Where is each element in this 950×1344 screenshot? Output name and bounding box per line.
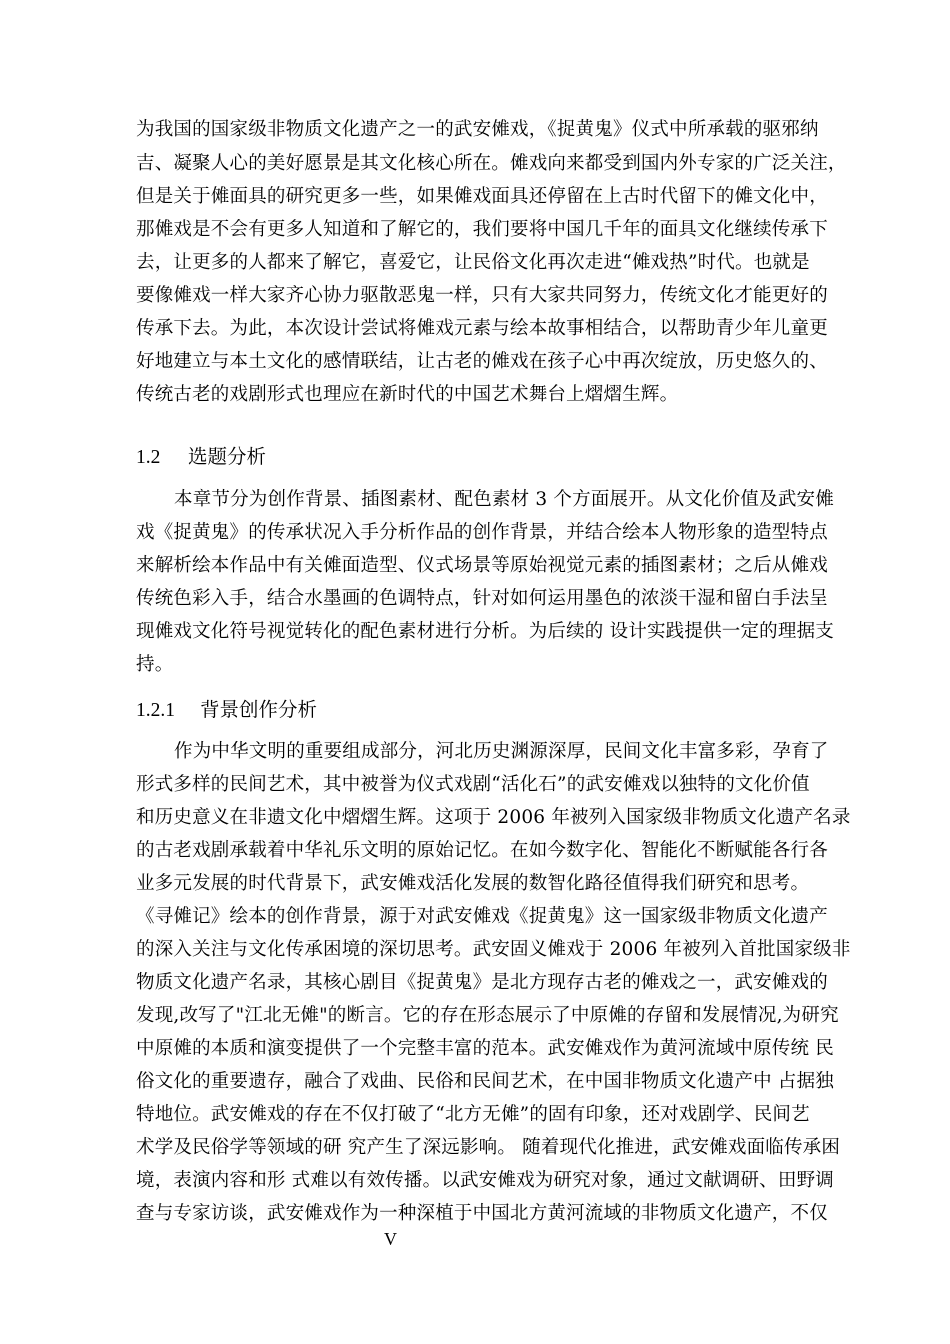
section-heading-1-2 — [136, 444, 266, 471]
section-1-2-1-line: 中原傩的本质和演变提供了一个完整丰富的范本。武安傩戏作为黄河流域中原传统 民 — [136, 1038, 834, 1059]
section-title: 选题分析 — [188, 445, 267, 468]
section-1-2-1-line: 和历史意义在非遗文化中熠熠生辉。这项于 2006 年被列入国家级非物质文化遗产名录 — [136, 807, 851, 828]
section-1-2-line: 戏《捉黄鬼》的传承状况入手分析作品的创作背景，并结合绘本人物形象的造型特点 — [136, 522, 828, 543]
section-1-2-1-line: 业多元发展的时代背景下，武安傩戏活化发展的数智化路径值得我们研究和思考。 — [136, 873, 810, 894]
section-1-2-1-line: 的深入关注与文化传承困境的深切思考。武安固义傩戏于 2006 年被列入首批国家级非 — [136, 939, 851, 960]
section-1-2-line: 现傩戏文化符号视觉转化的配色素材进行分析。为后续的 设计实践提供一定的理据支 — [136, 621, 834, 642]
section-1-2-1-line: 特地位。武安傩戏的存在不仅打破了“北方无傩”的固有印象，还对戏剧学、民间艺 — [136, 1104, 810, 1125]
intro-line: 但是关于傩面具的研究更多一些，如果傩戏面具还停留在上古时代留下的傩文化中， — [136, 186, 828, 207]
section-heading-1-2-1 — [136, 697, 317, 724]
section-1-2-line: 持。 — [136, 654, 174, 675]
section-number: 1.2.1 — [136, 700, 175, 721]
section-1-2-1-line: 境，表演内容和形 式难以有效传播。以武安傩戏为研究对象，通过文献调研、田野调 — [136, 1170, 834, 1191]
section-1-2-line: 本章节分为创作背景、插图素材、配色素材 3 个方面展开。从文化价值及武安傩 — [174, 489, 834, 510]
section-1-2-line: 来解析绘本作品中有关傩面造型、仪式场景等原始视觉元素的插图素材；之后从傩戏 — [136, 555, 828, 576]
section-title: 背景创作分析 — [200, 698, 318, 721]
page-number: V — [384, 1229, 397, 1249]
section-1-2-line: 传统色彩入手，结合水墨画的色调特点，针对如何运用墨色的浓淡干湿和留白手法呈 — [136, 588, 828, 609]
intro-line: 传承下去。为此，本次设计尝试将傩戏元素与绘本故事相结合，以帮助青少年儿童更 — [136, 318, 828, 339]
section-number: 1.2 — [136, 447, 161, 468]
section-1-2-1-line: 作为中华文明的重要组成部分，河北历史渊源深厚，民间文化丰富多彩，孕育了 — [174, 741, 829, 762]
intro-line: 去，让更多的人都来了解它，喜爱它，让民俗文化再次走进“傩戏热”时代。也就是 — [136, 252, 810, 273]
section-1-2-1-line: 《寻傩记》绘本的创作背景，源于对武安傩戏《捉黄鬼》这一国家级非物质文化遗产 — [136, 906, 828, 927]
section-1-2-1-line: 形式多样的民间艺术，其中被誉为仪式戏剧“活化石”的武安傩戏以独特的文化价值 — [136, 774, 810, 795]
section-1-2-1-line: 的古老戏剧承载着中华礼乐文明的原始记忆。在如今数字化、智能化不断赋能各行各 — [136, 840, 828, 861]
intro-line: 传统古老的戏剧形式也理应在新时代的中国艺术舞台上熠熠生辉。 — [136, 384, 679, 405]
section-1-2-1-line: 物质文化遗产名录，其核心剧目《捉黄鬼》是北方现存古老的傩戏之一，武安傩戏的 — [136, 972, 828, 993]
section-1-2-1-line: 俗文化的重要遗存，融合了戏曲、民俗和民间艺术，在中国非物质文化遗产中 占据独 — [136, 1071, 834, 1092]
intro-line: 要像傩戏一样大家齐心协力驱散恶鬼一样，只有大家共同努力，传统文化才能更好的 — [136, 285, 828, 306]
intro-line: 吉、凝聚人心的美好愿景是其文化核心所在。傩戏向来都受到国内外专家的广泛关注， — [136, 153, 847, 174]
intro-line: 好地建立与本土文化的感情联结，让古老的傩戏在孩子心中再次绽放，历史悠久的、 — [136, 351, 828, 372]
section-1-2-1-line: 术学及民俗学等领域的研 究产生了深远影响。 随着现代化推进，武安傩戏面临传承困 — [136, 1137, 841, 1158]
intro-line: 为我国的国家级非物质文化遗产之一的武安傩戏，《捉黄鬼》仪式中所承载的驱邪纳 — [136, 119, 819, 140]
section-1-2-1-line: 发现,改写了"江北无傩"的断言。它的存在形态展示了中原傩的存留和发展情况,为研究 — [136, 1005, 839, 1026]
section-1-2-1-line: 查与专家访谈，武安傩戏作为一种深植于中国北方黄河流域的非物质文化遗产，不仅 — [136, 1203, 828, 1224]
intro-line: 那傩戏是不会有更多人知道和了解它的，我们要将中国几千年的面具文化继续传承下 — [136, 219, 828, 240]
